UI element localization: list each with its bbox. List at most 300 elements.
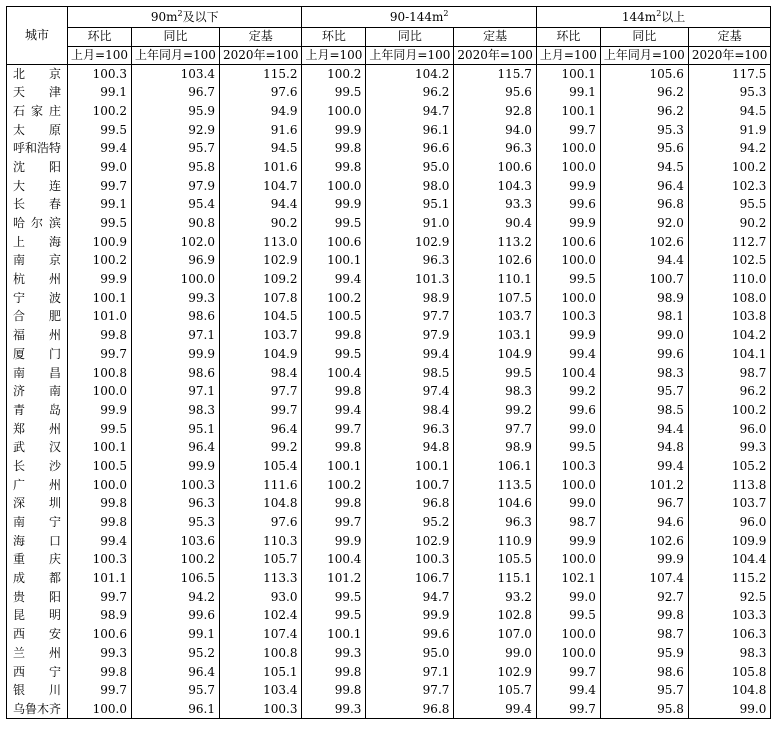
value-cell: 99.9 [131, 457, 219, 476]
value-cell: 113.0 [219, 233, 302, 252]
city-name: 海口 [13, 533, 62, 548]
value-cell: 95.3 [600, 121, 688, 140]
table-row [7, 65, 771, 84]
value-cell: 92.0 [600, 214, 688, 233]
value-cell: 99.7 [536, 121, 600, 140]
value-cell: 107.8 [219, 289, 302, 308]
value-cell: 97.1 [366, 663, 454, 682]
sub-header: 环比 [68, 28, 132, 47]
value-cell: 99.0 [600, 326, 688, 345]
value-cell: 95.6 [454, 83, 537, 102]
value-cell: 94.7 [366, 588, 454, 607]
value-cell: 110.9 [454, 532, 537, 551]
base-header: 上年同月=100 [131, 46, 219, 65]
value-cell: 94.8 [600, 438, 688, 457]
value-cell: 96.9 [131, 252, 219, 271]
value-cell: 96.3 [454, 139, 537, 158]
city-cell [7, 401, 68, 420]
value-cell: 99.8 [302, 326, 366, 345]
group-label: 90-144m [389, 9, 444, 24]
value-cell: 102.9 [366, 233, 454, 252]
city-cell [7, 252, 68, 271]
city-name: 南昌 [13, 365, 62, 380]
value-cell: 98.5 [366, 364, 454, 383]
value-cell: 99.5 [302, 83, 366, 102]
base-header: 上月=100 [536, 46, 600, 65]
value-cell: 99.0 [536, 588, 600, 607]
value-cell: 100.0 [536, 139, 600, 158]
value-cell: 101.1 [68, 569, 132, 588]
table-row [7, 214, 771, 233]
value-cell: 101.3 [366, 270, 454, 289]
city-name: 大连 [13, 178, 62, 193]
group-label: 144m [621, 9, 657, 24]
city-cell [7, 607, 68, 626]
value-cell: 99.9 [68, 270, 132, 289]
value-cell: 113.5 [454, 476, 537, 495]
value-cell: 95.3 [688, 83, 771, 102]
value-cell: 100.4 [302, 364, 366, 383]
city-name: 郑州 [13, 421, 62, 436]
value-cell: 115.7 [454, 65, 537, 84]
value-cell: 100.5 [68, 457, 132, 476]
value-cell: 115.1 [454, 569, 537, 588]
value-cell: 102.6 [600, 532, 688, 551]
group-label-suffix: 及以下 [182, 9, 219, 24]
city-cell [7, 495, 68, 514]
value-cell: 102.5 [688, 252, 771, 271]
value-cell: 99.1 [68, 83, 132, 102]
value-cell: 93.0 [219, 588, 302, 607]
value-cell: 100.1 [302, 457, 366, 476]
value-cell: 109.2 [219, 270, 302, 289]
city-column-header: 城市 [7, 7, 68, 65]
city-cell [7, 83, 68, 102]
sub-header: 同比 [366, 28, 454, 47]
value-cell: 100.2 [688, 158, 771, 177]
value-cell: 99.9 [68, 401, 132, 420]
value-cell: 97.7 [366, 681, 454, 700]
value-cell: 100.0 [536, 289, 600, 308]
value-cell: 97.7 [219, 382, 302, 401]
city-cell [7, 308, 68, 327]
value-cell: 99.6 [366, 625, 454, 644]
value-cell: 95.7 [131, 139, 219, 158]
city-cell [7, 364, 68, 383]
price-index-table [6, 6, 771, 719]
value-cell: 99.8 [302, 438, 366, 457]
city-name: 武汉 [13, 440, 62, 455]
value-cell: 100.0 [302, 177, 366, 196]
value-cell: 100.3 [68, 551, 132, 570]
value-cell: 95.4 [131, 196, 219, 215]
value-cell: 99.5 [302, 607, 366, 626]
value-cell: 99.0 [454, 644, 537, 663]
city-name: 福州 [13, 328, 62, 343]
city-name: 济南 [13, 384, 62, 399]
city-name: 乌鲁木齐 [13, 701, 62, 716]
value-cell: 95.7 [600, 681, 688, 700]
value-cell: 107.4 [219, 625, 302, 644]
value-cell: 98.4 [366, 401, 454, 420]
base-header: 上年同月=100 [366, 46, 454, 65]
value-cell: 99.5 [302, 214, 366, 233]
city-name: 昆明 [13, 608, 62, 623]
city-cell [7, 65, 68, 84]
value-cell: 100.0 [536, 625, 600, 644]
value-cell: 98.1 [600, 308, 688, 327]
city-name: 贵阳 [13, 589, 62, 604]
value-cell: 97.4 [366, 382, 454, 401]
value-cell: 91.9 [688, 121, 771, 140]
value-cell: 103.7 [688, 495, 771, 514]
value-cell: 99.3 [302, 700, 366, 719]
value-cell: 99.0 [536, 420, 600, 439]
table-row [7, 457, 771, 476]
value-cell: 97.6 [219, 83, 302, 102]
value-cell: 107.4 [600, 569, 688, 588]
value-cell: 100.6 [454, 158, 537, 177]
city-cell [7, 102, 68, 121]
value-cell: 99.9 [131, 345, 219, 364]
value-cell: 105.6 [600, 65, 688, 84]
value-cell: 96.8 [600, 196, 688, 215]
value-cell: 99.8 [302, 681, 366, 700]
value-cell: 99.1 [68, 196, 132, 215]
sub-header: 定基 [454, 28, 537, 47]
value-cell: 99.4 [302, 401, 366, 420]
value-cell: 110.3 [219, 532, 302, 551]
value-cell: 94.9 [219, 102, 302, 121]
city-cell [7, 345, 68, 364]
value-cell: 100.1 [536, 102, 600, 121]
value-cell: 98.0 [366, 177, 454, 196]
value-cell: 96.4 [131, 438, 219, 457]
city-cell [7, 438, 68, 457]
value-cell: 99.9 [536, 532, 600, 551]
value-cell: 100.3 [219, 700, 302, 719]
value-cell: 99.6 [536, 196, 600, 215]
value-cell: 99.4 [454, 700, 537, 719]
value-cell: 94.2 [688, 139, 771, 158]
table-row [7, 364, 771, 383]
value-cell: 100.1 [302, 252, 366, 271]
value-cell: 104.3 [454, 177, 537, 196]
value-cell: 99.7 [536, 663, 600, 682]
value-cell: 99.8 [302, 382, 366, 401]
value-cell: 102.1 [536, 569, 600, 588]
city-name: 重庆 [13, 552, 62, 567]
city-name: 长沙 [13, 458, 62, 473]
value-cell: 103.4 [131, 65, 219, 84]
value-cell: 102.9 [454, 663, 537, 682]
city-cell [7, 625, 68, 644]
value-cell: 99.7 [68, 345, 132, 364]
value-cell: 105.1 [219, 663, 302, 682]
value-cell: 95.8 [131, 158, 219, 177]
value-cell: 96.2 [688, 382, 771, 401]
value-cell: 105.7 [219, 551, 302, 570]
value-cell: 100.2 [68, 252, 132, 271]
table-row [7, 83, 771, 102]
value-cell: 100.3 [131, 476, 219, 495]
header-group-row [7, 7, 771, 28]
price-index-table-container [6, 6, 771, 719]
value-cell: 98.3 [131, 401, 219, 420]
value-cell: 99.9 [366, 607, 454, 626]
value-cell: 91.0 [366, 214, 454, 233]
value-cell: 96.4 [131, 663, 219, 682]
value-cell: 100.4 [536, 364, 600, 383]
table-row [7, 420, 771, 439]
value-cell: 99.8 [68, 513, 132, 532]
base-header: 2020年=100 [219, 46, 302, 65]
value-cell: 98.6 [131, 308, 219, 327]
table-row [7, 532, 771, 551]
sub-header: 环比 [536, 28, 600, 47]
city-cell [7, 532, 68, 551]
city-cell [7, 382, 68, 401]
city-name: 沈阳 [13, 159, 62, 174]
value-cell: 96.7 [600, 495, 688, 514]
value-cell: 104.6 [454, 495, 537, 514]
value-cell: 98.9 [366, 289, 454, 308]
header-sub-row [7, 28, 771, 47]
city-name: 杭州 [13, 272, 62, 287]
value-cell: 96.0 [688, 513, 771, 532]
value-cell: 100.0 [131, 270, 219, 289]
city-name: 西宁 [13, 664, 62, 679]
value-cell: 99.7 [68, 588, 132, 607]
value-cell: 95.2 [131, 644, 219, 663]
value-cell: 115.2 [219, 65, 302, 84]
table-row [7, 607, 771, 626]
value-cell: 100.0 [302, 102, 366, 121]
value-cell: 100.0 [68, 382, 132, 401]
value-cell: 100.0 [536, 252, 600, 271]
value-cell: 92.7 [600, 588, 688, 607]
value-cell: 96.0 [688, 420, 771, 439]
value-cell: 93.2 [454, 588, 537, 607]
city-name: 哈尔滨 [13, 216, 62, 231]
value-cell: 99.5 [536, 270, 600, 289]
city-name: 深圳 [13, 496, 62, 511]
base-header: 2020年=100 [454, 46, 537, 65]
value-cell: 117.5 [688, 65, 771, 84]
city-cell [7, 700, 68, 719]
value-cell: 113.3 [219, 569, 302, 588]
value-cell: 94.0 [454, 121, 537, 140]
table-row [7, 681, 771, 700]
city-cell [7, 233, 68, 252]
value-cell: 99.3 [68, 644, 132, 663]
value-cell: 99.6 [131, 607, 219, 626]
value-cell: 95.7 [131, 681, 219, 700]
value-cell: 99.4 [536, 681, 600, 700]
value-cell: 100.0 [536, 158, 600, 177]
value-cell: 98.9 [600, 289, 688, 308]
value-cell: 108.0 [688, 289, 771, 308]
value-cell: 100.8 [219, 644, 302, 663]
value-cell: 99.8 [302, 139, 366, 158]
value-cell: 99.8 [68, 326, 132, 345]
value-cell: 98.7 [600, 625, 688, 644]
value-cell: 104.2 [688, 326, 771, 345]
value-cell: 102.8 [454, 607, 537, 626]
value-cell: 100.3 [536, 457, 600, 476]
value-cell: 100.8 [68, 364, 132, 383]
value-cell: 100.4 [302, 551, 366, 570]
value-cell: 106.5 [131, 569, 219, 588]
value-cell: 95.0 [366, 158, 454, 177]
value-cell: 98.6 [600, 663, 688, 682]
city-name: 宁波 [13, 290, 62, 305]
value-cell: 97.1 [131, 326, 219, 345]
value-cell: 99.2 [536, 382, 600, 401]
value-cell: 104.1 [688, 345, 771, 364]
value-cell: 100.6 [68, 625, 132, 644]
value-cell: 96.3 [454, 513, 537, 532]
table-row [7, 513, 771, 532]
city-name: 广州 [13, 477, 62, 492]
value-cell: 92.5 [688, 588, 771, 607]
superscript: 2 [443, 8, 449, 18]
value-cell: 100.2 [688, 401, 771, 420]
value-cell: 96.7 [131, 83, 219, 102]
value-cell: 100.2 [131, 551, 219, 570]
value-cell: 100.1 [302, 625, 366, 644]
city-cell [7, 420, 68, 439]
value-cell: 100.1 [68, 438, 132, 457]
city-cell [7, 476, 68, 495]
value-cell: 99.8 [600, 607, 688, 626]
city-cell [7, 588, 68, 607]
value-cell: 99.3 [302, 644, 366, 663]
value-cell: 104.2 [366, 65, 454, 84]
value-cell: 95.9 [600, 644, 688, 663]
value-cell: 98.3 [600, 364, 688, 383]
table-row [7, 252, 771, 271]
table-row [7, 588, 771, 607]
value-cell: 96.2 [600, 102, 688, 121]
value-cell: 99.4 [302, 270, 366, 289]
value-cell: 96.1 [366, 121, 454, 140]
city-cell [7, 663, 68, 682]
value-cell: 113.8 [688, 476, 771, 495]
value-cell: 99.9 [536, 177, 600, 196]
city-cell [7, 681, 68, 700]
table-row [7, 663, 771, 682]
value-cell: 102.9 [219, 252, 302, 271]
value-cell: 90.2 [219, 214, 302, 233]
value-cell: 92.8 [454, 102, 537, 121]
group-header-over-144 [536, 7, 770, 28]
value-cell: 99.7 [219, 401, 302, 420]
city-cell [7, 457, 68, 476]
value-cell: 100.6 [536, 233, 600, 252]
value-cell: 99.8 [302, 663, 366, 682]
value-cell: 93.3 [454, 196, 537, 215]
value-cell: 102.6 [454, 252, 537, 271]
table-row [7, 289, 771, 308]
value-cell: 98.7 [688, 364, 771, 383]
value-cell: 99.5 [454, 364, 537, 383]
value-cell: 100.0 [536, 551, 600, 570]
value-cell: 95.5 [688, 196, 771, 215]
table-row [7, 569, 771, 588]
superscript: 2 [656, 8, 662, 18]
value-cell: 111.6 [219, 476, 302, 495]
value-cell: 90.2 [688, 214, 771, 233]
city-name: 厦门 [13, 346, 62, 361]
value-cell: 94.8 [366, 438, 454, 457]
value-cell: 97.9 [131, 177, 219, 196]
value-cell: 99.9 [302, 196, 366, 215]
value-cell: 106.7 [366, 569, 454, 588]
value-cell: 95.3 [131, 513, 219, 532]
value-cell: 115.2 [688, 569, 771, 588]
table-row [7, 177, 771, 196]
city-name: 青岛 [13, 402, 62, 417]
group-label-suffix: 以上 [661, 9, 686, 24]
value-cell: 100.1 [68, 289, 132, 308]
group-label: 90m [150, 9, 178, 24]
value-cell: 97.9 [366, 326, 454, 345]
value-cell: 99.3 [688, 438, 771, 457]
city-name: 南京 [13, 253, 62, 268]
value-cell: 95.1 [131, 420, 219, 439]
value-cell: 100.3 [68, 65, 132, 84]
value-cell: 94.5 [688, 102, 771, 121]
city-name: 长春 [13, 197, 62, 212]
city-name: 上海 [13, 234, 62, 249]
city-name: 南宁 [13, 515, 62, 530]
value-cell: 100.9 [68, 233, 132, 252]
value-cell: 91.6 [219, 121, 302, 140]
value-cell: 102.9 [366, 532, 454, 551]
table-row [7, 233, 771, 252]
value-cell: 99.5 [68, 121, 132, 140]
city-cell [7, 196, 68, 215]
base-header: 上月=100 [68, 46, 132, 65]
value-cell: 99.9 [600, 551, 688, 570]
city-cell [7, 214, 68, 233]
sub-header: 定基 [688, 28, 771, 47]
value-cell: 103.1 [454, 326, 537, 345]
value-cell: 95.7 [600, 382, 688, 401]
value-cell: 99.7 [68, 177, 132, 196]
value-cell: 94.2 [131, 588, 219, 607]
value-cell: 100.0 [68, 476, 132, 495]
value-cell: 96.2 [366, 83, 454, 102]
value-cell: 100.7 [600, 270, 688, 289]
value-cell: 99.4 [600, 457, 688, 476]
value-cell: 99.4 [68, 532, 132, 551]
value-cell: 96.1 [131, 700, 219, 719]
value-cell: 100.5 [302, 308, 366, 327]
city-name: 北京 [13, 66, 62, 81]
value-cell: 92.9 [131, 121, 219, 140]
city-cell [7, 270, 68, 289]
value-cell: 112.7 [688, 233, 771, 252]
value-cell: 99.1 [536, 83, 600, 102]
value-cell: 106.3 [688, 625, 771, 644]
value-cell: 104.5 [219, 308, 302, 327]
value-cell: 99.0 [68, 158, 132, 177]
table-row [7, 270, 771, 289]
sub-header: 同比 [131, 28, 219, 47]
value-cell: 100.0 [536, 644, 600, 663]
